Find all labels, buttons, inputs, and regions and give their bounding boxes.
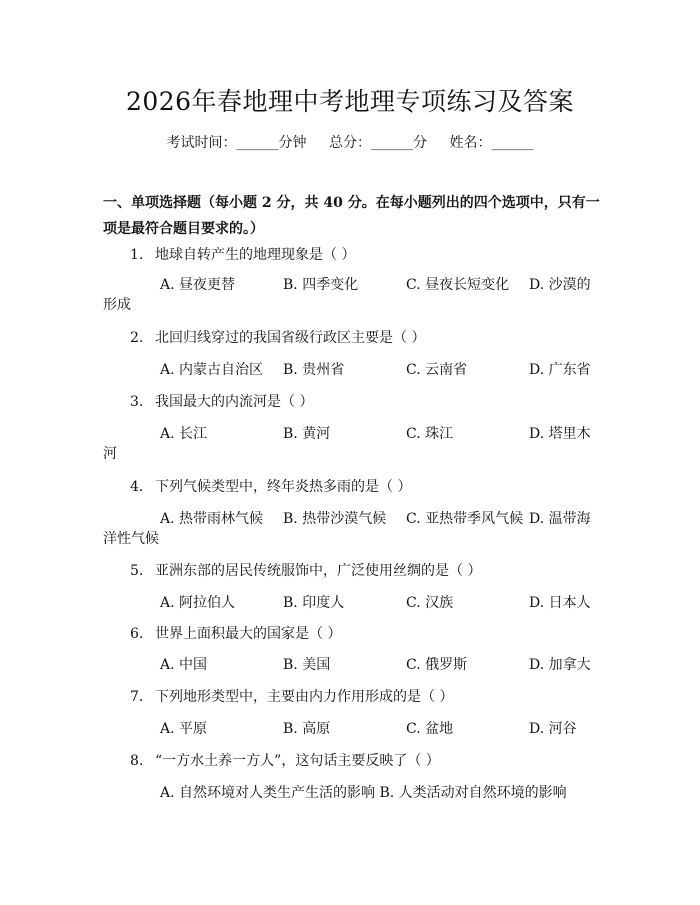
question-stem: 下列地形类型中，主要由内力作用形成的是（ ）: [155, 689, 454, 705]
section-heading: 一、单项选择题（每小题 2 分，共 40 分。在每小题列出的四个选项中，只有一项是最符合题目要求的。）: [103, 195, 600, 237]
question-stem: 世界上面积最大的国家是（ ）: [155, 626, 342, 642]
question-stem: 下列气候类型中，终年炎热多雨的是（ ）: [155, 479, 412, 495]
question-4: [103, 477, 603, 497]
question-6-options: [103, 655, 593, 675]
question-number: 7.: [130, 689, 144, 705]
question-number: 6.: [130, 626, 144, 642]
option-b: B. 热带沙漠气候: [283, 511, 387, 527]
exam-time-field: 考试时间：______分钟: [166, 135, 307, 151]
question-stem: 亚洲东部的居民传统服饰中，广泛使用丝绸的是（ ）: [155, 563, 482, 579]
question-5-options: [103, 593, 593, 613]
question-1-options: [103, 275, 593, 315]
question-6: [103, 624, 603, 644]
page-title: 2026年春地理中考地理专项练习及答案: [125, 87, 575, 116]
option-b: B. 印度人: [283, 595, 345, 611]
question-2: [103, 328, 603, 348]
question-number: 5.: [130, 563, 144, 579]
option-d: D. 广东省: [529, 362, 591, 378]
question-7: [103, 687, 603, 707]
option-c: C. 昼夜长短变化: [406, 277, 510, 293]
option-a: A. 中国: [160, 657, 208, 673]
option-a: A. 平原: [160, 721, 208, 737]
option-d: D. 温带海: [529, 511, 591, 527]
option-d: D. 塔里木: [529, 426, 591, 442]
question-number: 8.: [130, 753, 144, 769]
option-wrap-text: 形成: [103, 297, 131, 313]
option-b: B. 贵州省: [283, 362, 345, 378]
question-5: [103, 561, 603, 581]
option-wrap-text: 洋性气候: [103, 531, 159, 547]
option-c: C. 盆地: [406, 721, 454, 737]
option-b: B. 高原: [283, 721, 331, 737]
option-a: A. 阿拉伯人: [160, 595, 236, 611]
question-3: [103, 392, 603, 412]
option-c: C. 云南省: [406, 362, 468, 378]
question-number: 4.: [130, 479, 144, 495]
option-b: B. 美国: [283, 657, 331, 673]
total-score-field: 总分：______分: [329, 135, 427, 151]
option-d: D. 日本人: [529, 595, 591, 611]
option-b: B. 黄河: [283, 426, 331, 442]
option-a: A. 内蒙古自治区: [160, 362, 264, 378]
option-d: D. 加拿大: [529, 657, 591, 673]
question-number: 3.: [130, 394, 144, 410]
question-stem: 地球自转产生的地理现象是（ ）: [155, 247, 356, 263]
question-stem: 北回归线穿过的我国省级行政区主要是（ ）: [155, 330, 426, 346]
question-number: 1.: [130, 247, 144, 263]
option-a: A. 热带雨林气候: [160, 511, 264, 527]
question-7-options: [103, 719, 593, 739]
option-d: D. 河谷: [529, 721, 577, 737]
question-2-options: [103, 360, 593, 380]
option-a: A. 昼夜更替: [160, 277, 236, 293]
option-c: C. 珠江: [406, 426, 454, 442]
option-c: C. 亚热带季风气候: [406, 511, 524, 527]
options-line: A. 自然环境对人类生产生活的影响 B. 人类活动对自然环境的影响: [160, 785, 567, 801]
exam-info: [0, 132, 700, 152]
option-b: B. 四季变化: [283, 277, 359, 293]
question-1: [103, 245, 603, 265]
option-c: C. 汉族: [406, 595, 454, 611]
option-d: D. 沙漠的: [529, 277, 591, 293]
question-stem: “一方水土养一方人”，这句话主要反映了（ ）: [155, 753, 440, 769]
student-name-field: 姓名：______: [449, 135, 534, 151]
question-stem: 我国最大的内流河是（ ）: [155, 394, 314, 410]
option-c: C. 俄罗斯: [406, 657, 468, 673]
question-4-options: [103, 509, 593, 549]
question-number: 2.: [130, 330, 144, 346]
option-a: A. 长江: [160, 426, 208, 442]
question-8: [103, 751, 603, 771]
question-8-options: [103, 783, 603, 803]
option-wrap-text: 河: [103, 446, 117, 462]
question-3-options: [103, 424, 593, 464]
